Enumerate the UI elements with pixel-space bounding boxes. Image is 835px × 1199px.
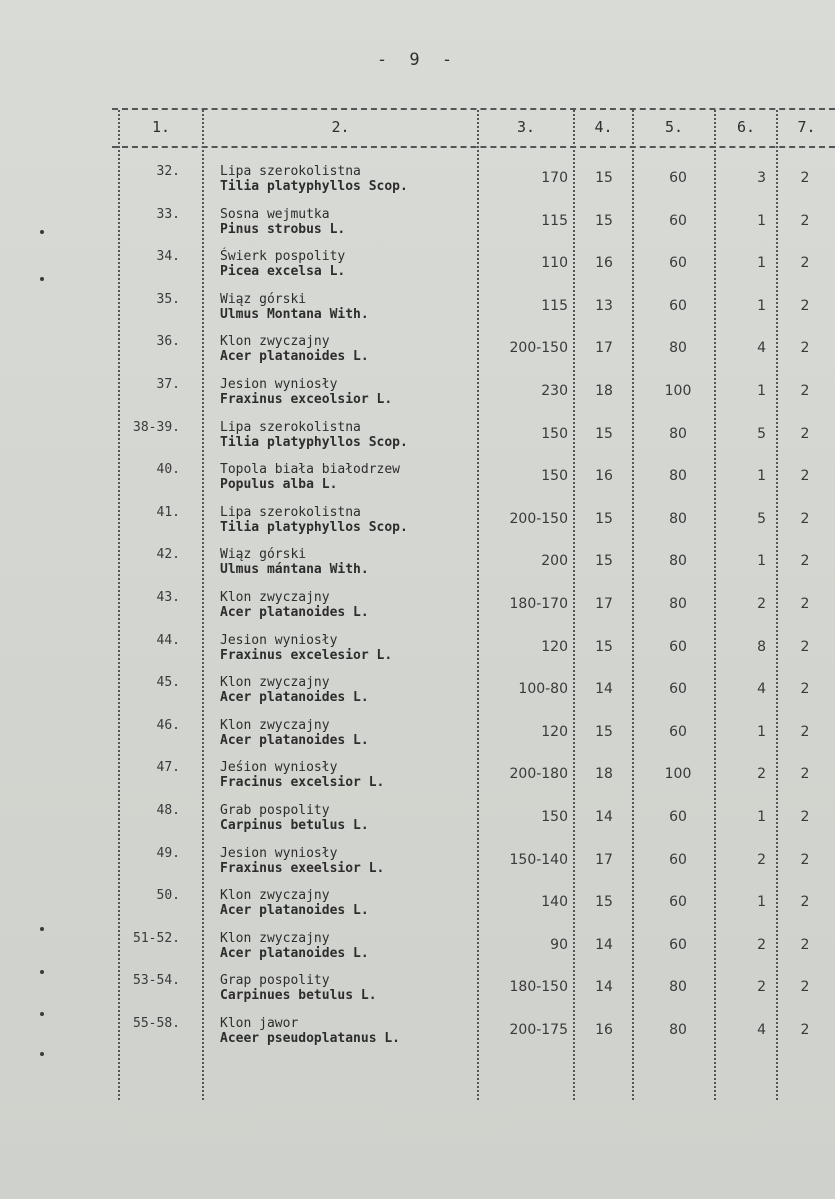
cell-col6: 1 — [757, 255, 766, 272]
species-polish-name: Klon zwyczajny — [220, 717, 330, 733]
margin-speck — [40, 1012, 44, 1016]
species-latin-name: Pinus strobus L. — [220, 221, 346, 237]
cell-col4: 17 — [595, 851, 613, 868]
species-polish-name: Klon zwyczajny — [220, 590, 330, 605]
cell-col5: 80 — [669, 510, 687, 527]
species-polish-name: Grap pospolity — [220, 973, 330, 989]
species-name — [220, 718, 475, 748]
row-number: 50. — [156, 888, 180, 904]
cell-col3: 90 — [550, 936, 568, 953]
margin-speck — [40, 277, 44, 281]
table-row — [0, 458, 835, 498]
cell-col5: 60 — [669, 894, 687, 911]
row-number: 35. — [156, 291, 180, 307]
table-row — [0, 586, 835, 626]
cell-col4: 16 — [595, 255, 613, 272]
species-latin-name: Ulmus mántana With. — [220, 562, 369, 578]
cell-col5: 100 — [664, 383, 692, 399]
cell-col5: 60 — [669, 170, 687, 186]
margin-speck — [40, 970, 44, 974]
cell-col7: 2 — [800, 510, 810, 527]
cell-col6: 4 — [757, 681, 766, 698]
species-name — [220, 207, 475, 237]
cell-col3: 110 — [541, 255, 568, 272]
species-name — [220, 292, 475, 322]
species-polish-name: Wiąz górski — [220, 291, 307, 307]
cell-col3: 150 — [541, 809, 568, 825]
cell-col4: 15 — [595, 510, 613, 527]
species-latin-name: Carpinues betulus L. — [220, 988, 377, 1004]
species-name — [220, 590, 475, 620]
cell-col3: 230 — [541, 383, 568, 399]
table-row — [0, 969, 835, 1009]
cell-col3: 200-180 — [509, 766, 568, 783]
species-polish-name: Sosna wejmutka — [220, 206, 330, 222]
table-row — [0, 330, 835, 370]
table-row — [0, 671, 835, 711]
cell-col6: 3 — [757, 170, 766, 186]
table-row — [0, 160, 835, 200]
row-number: 38-39. — [133, 419, 180, 435]
cell-col6: 2 — [757, 936, 766, 953]
cell-col4: 16 — [595, 1022, 613, 1038]
species-polish-name: Jesion wyniosły — [220, 632, 338, 648]
cell-col5: 80 — [669, 425, 687, 442]
species-name — [220, 420, 475, 450]
table-row — [0, 842, 835, 882]
cell-col5: 60 — [669, 255, 687, 272]
cell-col5: 80 — [669, 468, 687, 485]
row-number: 43. — [156, 590, 180, 605]
page-number: - 9 - — [376, 50, 459, 70]
column-header: 3. — [516, 118, 536, 136]
cell-col6: 1 — [757, 723, 766, 740]
cell-col5: 60 — [669, 297, 687, 314]
cell-col4: 13 — [595, 297, 613, 314]
column-header: 6. — [736, 118, 756, 136]
cell-col4: 17 — [595, 596, 613, 612]
cell-col5: 60 — [669, 723, 687, 740]
cell-col7: 2 — [800, 809, 810, 825]
species-latin-name: Acer platanoides L. — [220, 349, 369, 365]
species-polish-name: Klon zwyczajny — [220, 888, 330, 904]
cell-col6: 5 — [757, 510, 766, 527]
column-header: 7. — [797, 118, 816, 136]
cell-col4: 16 — [595, 468, 613, 485]
cell-col6: 2 — [757, 851, 766, 868]
cell-col3: 200-150 — [509, 510, 568, 527]
cell-col4: 14 — [595, 809, 613, 825]
table-header-rule — [112, 146, 835, 148]
species-latin-name: Fraxinus exeelsior L. — [220, 860, 385, 876]
table-row — [0, 245, 835, 285]
cell-col3: 120 — [541, 723, 568, 740]
cell-col6: 2 — [757, 596, 766, 612]
species-name — [220, 803, 475, 833]
cell-col3: 170 — [541, 170, 568, 186]
table-row — [0, 288, 835, 328]
cell-col5: 80 — [669, 553, 687, 570]
species-polish-name: Lipa szerokolistna — [220, 419, 361, 435]
cell-col4: 15 — [595, 638, 613, 655]
cell-col3: 150 — [541, 468, 568, 485]
species-name — [220, 462, 475, 492]
cell-col4: 15 — [595, 894, 613, 911]
species-latin-name: Acer platanoides L. — [220, 945, 369, 961]
margin-speck — [40, 927, 44, 931]
table-row — [0, 927, 835, 967]
cell-col3: 120 — [541, 638, 568, 655]
species-latin-name: Tilia platyphyllos Scop. — [220, 519, 408, 535]
cell-col7: 2 — [800, 638, 810, 655]
cell-col5: 60 — [669, 936, 687, 953]
cell-col6: 5 — [757, 425, 766, 442]
cell-col6: 2 — [757, 766, 766, 783]
cell-col5: 60 — [669, 212, 687, 229]
column-header: 5. — [664, 118, 684, 136]
row-number: 32. — [156, 164, 180, 179]
cell-col7: 2 — [800, 596, 810, 612]
row-number: 47. — [156, 760, 180, 776]
species-latin-name: Populus alba L. — [220, 477, 338, 493]
cell-col7: 2 — [800, 979, 810, 996]
species-name — [220, 675, 475, 705]
species-latin-name: Carpinus betulus L. — [220, 818, 369, 833]
species-polish-name: Klon zwyczajny — [220, 675, 330, 691]
species-name — [220, 846, 475, 876]
cell-col6: 1 — [757, 212, 766, 229]
cell-col3: 200 — [541, 553, 568, 570]
species-polish-name: Klon zwyczajny — [220, 334, 330, 350]
table-top-rule — [112, 108, 835, 110]
cell-col5: 80 — [669, 979, 687, 996]
cell-col7: 2 — [800, 212, 810, 229]
species-name — [220, 931, 475, 961]
species-polish-name: Wiąz górski — [220, 547, 307, 563]
cell-col4: 15 — [595, 553, 613, 570]
species-polish-name: Lipa szerokolistna — [220, 164, 361, 179]
species-latin-name: Fraxinus exceolsior L. — [220, 392, 393, 407]
row-number: 48. — [156, 803, 180, 818]
species-latin-name: Fracinus excelsior L. — [220, 775, 385, 791]
row-number: 55-58. — [133, 1016, 180, 1031]
cell-col3: 150-140 — [509, 851, 568, 868]
cell-col6: 2 — [757, 979, 766, 996]
cell-col7: 2 — [800, 468, 810, 485]
table-row — [0, 799, 835, 839]
species-name — [220, 633, 475, 663]
cell-col7: 2 — [800, 170, 810, 186]
cell-col4: 15 — [595, 170, 613, 186]
table-row — [0, 756, 835, 796]
species-polish-name: Klon zwyczajny — [220, 930, 330, 946]
species-name — [220, 1016, 475, 1046]
cell-col5: 60 — [669, 681, 687, 698]
row-number: 45. — [156, 675, 180, 691]
species-latin-name: Acer platanoides L. — [220, 690, 369, 706]
cell-col7: 2 — [800, 255, 810, 272]
row-number: 53-54. — [133, 973, 180, 989]
species-latin-name: Acer platanoides L. — [220, 605, 369, 620]
cell-col4: 14 — [595, 936, 613, 953]
table-row — [0, 373, 835, 413]
cell-col3: 180-150 — [509, 979, 568, 996]
table-row — [0, 501, 835, 541]
cell-col4: 15 — [595, 212, 613, 229]
species-name — [220, 249, 475, 279]
margin-speck — [40, 230, 44, 234]
species-polish-name: Jesion wyniosły — [220, 377, 338, 392]
cell-col7: 2 — [800, 1022, 810, 1038]
cell-col3: 115 — [541, 297, 568, 314]
species-name — [220, 973, 475, 1003]
species-polish-name: Klon jawor — [220, 1016, 299, 1031]
cell-col5: 80 — [669, 1022, 687, 1038]
row-number: 44. — [156, 632, 180, 648]
cell-col4: 15 — [595, 723, 613, 740]
column-header: 1. — [151, 118, 171, 136]
row-number: 33. — [156, 206, 180, 222]
species-polish-name: Świerk pospolity — [220, 249, 346, 265]
cell-col5: 80 — [669, 340, 687, 357]
species-polish-name: Topola biała białodrzew — [220, 462, 401, 478]
row-number: 46. — [156, 717, 180, 733]
cell-col4: 17 — [595, 340, 613, 357]
species-name — [220, 377, 475, 407]
cell-col5: 80 — [669, 596, 687, 612]
column-header: 4. — [594, 118, 613, 136]
species-latin-name: Fraxinus excelesior L. — [220, 647, 393, 663]
margin-speck — [40, 1052, 44, 1056]
cell-col7: 2 — [800, 723, 810, 740]
table-row — [0, 203, 835, 243]
species-polish-name: Jeśion wyniosły — [220, 760, 338, 776]
species-latin-name: Tilia platyphyllos Scop. — [220, 179, 408, 194]
table-row — [0, 1012, 835, 1052]
row-number: 51-52. — [133, 930, 180, 946]
species-polish-name: Lipa szerokolistna — [220, 504, 361, 520]
cell-col7: 2 — [800, 766, 810, 783]
cell-col5: 100 — [664, 766, 692, 783]
species-name — [220, 334, 475, 364]
cell-col7: 2 — [800, 894, 810, 911]
cell-col6: 1 — [757, 894, 766, 911]
cell-col7: 2 — [800, 681, 810, 698]
cell-col3: 140 — [541, 894, 568, 911]
cell-col6: 1 — [757, 468, 766, 485]
cell-col7: 2 — [800, 553, 810, 570]
row-number: 42. — [156, 547, 180, 563]
species-latin-name: Acer platanoides L. — [220, 732, 369, 748]
species-polish-name: Jesion wyniosły — [220, 845, 338, 861]
cell-col6: 4 — [757, 340, 766, 357]
cell-col7: 2 — [800, 851, 810, 868]
cell-col4: 14 — [595, 979, 613, 996]
species-latin-name: Aceer pseudoplatanus L. — [220, 1031, 401, 1046]
row-number: 41. — [156, 504, 180, 520]
cell-col6: 1 — [757, 297, 766, 314]
table-row — [0, 416, 835, 456]
species-name — [220, 164, 475, 194]
cell-col5: 60 — [669, 851, 687, 868]
cell-col7: 2 — [800, 425, 810, 442]
row-number: 37. — [156, 377, 180, 392]
species-name — [220, 547, 475, 577]
column-header: 2. — [331, 118, 350, 136]
row-number: 40. — [156, 462, 180, 478]
cell-col3: 100-80 — [518, 681, 568, 698]
species-latin-name: Ulmus Montana With. — [220, 306, 369, 322]
species-name — [220, 888, 475, 918]
table-row — [0, 714, 835, 754]
cell-col3: 115 — [541, 212, 568, 229]
species-latin-name: Acer platanoides L. — [220, 903, 369, 919]
table-row — [0, 543, 835, 583]
species-name — [220, 505, 475, 535]
cell-col7: 2 — [800, 936, 810, 953]
cell-col6: 1 — [757, 809, 766, 825]
cell-col4: 18 — [595, 383, 613, 399]
species-name — [220, 760, 475, 790]
row-number: 36. — [156, 334, 180, 350]
species-latin-name: Tilia platyphyllos Scop. — [220, 434, 408, 450]
cell-col6: 1 — [757, 553, 766, 570]
row-number: 49. — [156, 845, 180, 861]
table-row — [0, 629, 835, 669]
cell-col3: 150 — [541, 425, 568, 442]
cell-col7: 2 — [800, 383, 810, 399]
cell-col6: 8 — [757, 638, 766, 655]
cell-col5: 60 — [669, 809, 687, 825]
row-number: 34. — [156, 249, 180, 265]
cell-col4: 14 — [595, 681, 613, 698]
cell-col5: 60 — [669, 638, 687, 655]
cell-col3: 200-150 — [509, 340, 568, 357]
species-polish-name: Grab pospolity — [220, 803, 330, 818]
cell-col4: 18 — [595, 766, 613, 783]
cell-col6: 4 — [757, 1022, 766, 1038]
cell-col6: 1 — [757, 383, 766, 399]
cell-col7: 2 — [800, 297, 810, 314]
cell-col7: 2 — [800, 340, 810, 357]
cell-col3: 200-175 — [509, 1022, 568, 1038]
cell-col4: 15 — [595, 425, 613, 442]
cell-col3: 180-170 — [509, 596, 568, 612]
species-latin-name: Picea excelsa L. — [220, 264, 346, 280]
table-row — [0, 884, 835, 924]
